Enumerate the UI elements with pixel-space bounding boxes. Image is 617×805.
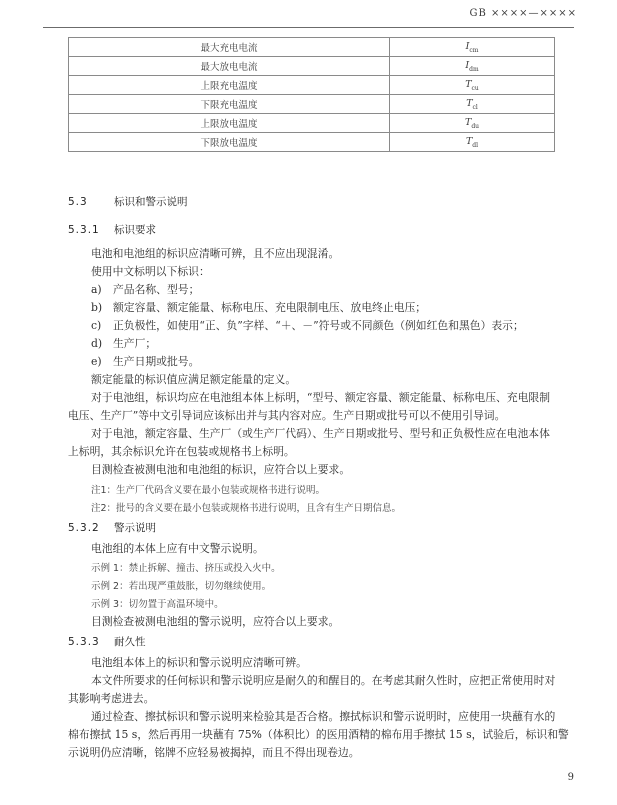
paragraph: 本文件所要求的任何标识和警示说明应是耐久的和醒目的。在考虑其耐久性时，应把正常使用时对 — [91, 674, 556, 687]
paragraph: 棉布擦拭 15 s，然后再用一块蘸有 75%（体积比）的医用酒精的棉布用手擦拭 15 s，试验后，标识和警 — [68, 728, 569, 741]
list-item: e) 生产日期或批号。 — [91, 355, 200, 368]
parameter-symbol: $T_{du}$ — [390, 114, 555, 133]
note: 注2：批号的含义要在最小包装或规格书进行说明，且含有生产日期信息。 — [91, 503, 402, 514]
parameter-table — [68, 37, 555, 152]
example: 示例 2：若出现严重鼓胀，切勿继续使用。 — [91, 581, 272, 592]
standard-code: GB ××××—×××× — [469, 8, 577, 19]
paragraph: 使用中文标明以下标识： — [91, 265, 210, 278]
paragraph: 目测检查被测电池和电池组的标识，应符合以上要求。 — [91, 463, 351, 476]
section-5-3-2-heading: 5.3.2 警示说明 — [68, 522, 156, 534]
parameter-symbol: $I_{dm}$ — [390, 57, 555, 76]
paragraph: 其影响考虑进去。 — [68, 692, 155, 705]
parameter-symbol: $T_{dl}$ — [390, 133, 555, 152]
paragraph: 电池和电池组的标识应清晰可辨，且不应出现混淆。 — [91, 247, 340, 260]
list-item: a) 产品名称、型号； — [91, 283, 200, 296]
header-rule — [43, 27, 574, 28]
list-item: c) 正负极性，如使用“正、负”字样、“＋、－”符号或不同颜色（例如红色和黑色）表示； — [91, 319, 524, 332]
paragraph: 目测检查被测电池组的警示说明，应符合以上要求。 — [91, 615, 340, 628]
example: 示例 3：切勿置于高温环境中。 — [91, 599, 224, 610]
table-row — [69, 38, 555, 57]
paragraph: 电池组的本体上应有中文警示说明。 — [91, 542, 264, 555]
parameter-symbol: $T_{cl}$ — [390, 95, 555, 114]
section-5-3-heading: 5.3 标识和警示说明 — [68, 196, 188, 208]
parameter-name: 最大放电电流 — [69, 57, 390, 76]
parameter-name: 最大充电电流 — [69, 38, 390, 57]
paragraph: 额定能量的标识值应满足额定能量的定义。 — [91, 373, 297, 386]
paragraph: 上标明，其余标识允许在包装或规格书上标明。 — [68, 445, 295, 458]
paragraph: 电压、生产厂”等中文引导词应该标出并与其内容对应。生产日期或批号可以不使用引导词。 — [68, 409, 506, 422]
parameter-name: 上限放电温度 — [69, 114, 390, 133]
note: 注1：生产厂代码含义要在最小包装或规格书进行说明。 — [91, 485, 326, 496]
parameter-name: 下限放电温度 — [69, 133, 390, 152]
paragraph: 对于电池，额定容量、生产厂（或生产厂代码）、生产日期或批号、型号和正负极性应在电池本体 — [91, 427, 550, 440]
parameter-symbol: $T_{cu}$ — [390, 76, 555, 95]
paragraph: 电池组本体上的标识和警示说明应清晰可辨。 — [91, 656, 307, 669]
section-5-3-1-heading: 5.3.1 标识要求 — [68, 224, 156, 236]
paragraph: 通过检查、擦拭标识和警示说明来检验其是否合格。擦拭标识和警示说明时，应使用一块蘸有水的 — [91, 710, 556, 723]
parameter-name: 下限充电温度 — [69, 95, 390, 114]
paragraph: 对于电池组，标识均应在电池组本体上标明，“型号、额定容量、额定能量、标称电压、充电限制 — [91, 391, 550, 404]
list-item: b) 额定容量、额定能量、标称电压、充电限制电压、放电终止电压； — [91, 301, 427, 314]
example: 示例 1：禁止拆解、撞击、挤压或投入火中。 — [91, 563, 281, 574]
section-5-3-3-heading: 5.3.3 耐久性 — [68, 636, 146, 648]
table-row — [69, 133, 555, 152]
table-row — [69, 95, 555, 114]
paragraph: 示说明仍应清晰，铭牌不应轻易被揭掉，而且不得出现卷边。 — [68, 746, 360, 759]
table-row — [69, 114, 555, 133]
table-row — [69, 57, 555, 76]
page-number: 9 — [567, 772, 574, 783]
table-row — [69, 76, 555, 95]
parameter-symbol: $I_{cm}$ — [390, 38, 555, 57]
list-item: d) 生产厂； — [91, 337, 157, 350]
parameter-name: 上限充电温度 — [69, 76, 390, 95]
